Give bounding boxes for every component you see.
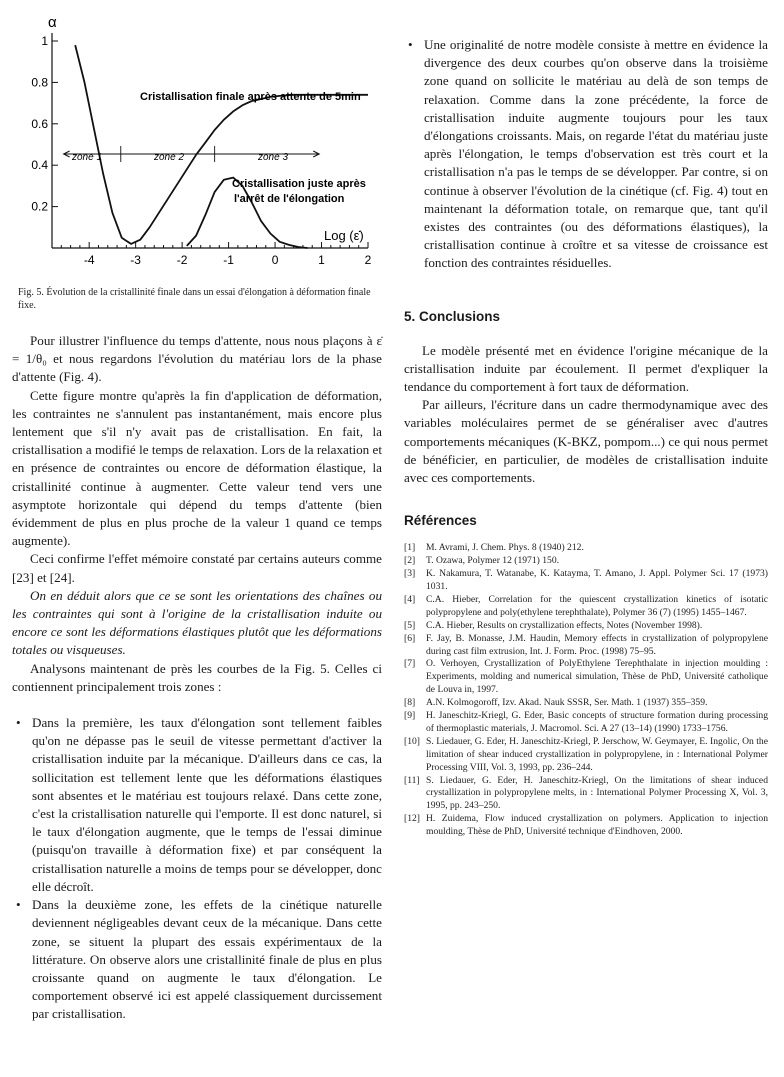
reference-text: C.A. Hieber, Results on crystallization effects, Notes (November 1998).: [426, 619, 703, 631]
chart-ticks: [31, 34, 371, 267]
figure-caption: Fig. 5. Évolution de la cristallinité finale dans un essai d'élongation à déformation finale fixe.: [18, 287, 371, 311]
left-column: [12, 8, 382, 1024]
reference-text: H. Janeschitz-Kriegl, G. Eder, Basic concepts of structure formation during processing of thermoplastic materials, J. Macromol. Sci. A 27 (13–14) (1990) 1733–1756.: [426, 710, 768, 734]
section-heading-references: Références: [404, 513, 477, 529]
y-tick-label: 0.2: [31, 199, 48, 214]
reference-text: K. Nakamura, T. Watanabe, K. Katayma, T. Amano, J. Appl. Polymer Sci. 17 (1973) 1031.: [426, 568, 768, 592]
bullet-item: [404, 36, 768, 273]
y-axis-symbol: α: [48, 14, 57, 31]
paragraph-italic: On en déduit alors que ce se sont les orientations des chaînes ou les contraintes qui sont à l'origine de la cristallisation induite ou encore ce sont les déformations élastiques plutôt que les déformations totales ou visqueuses.: [12, 587, 382, 658]
paragraph: Pour illustrer l'influence du temps d'attente, nous nous plaçons à ε̇ = 1/θ₀ et nous regardons l'évolution du matériau lors de la phase d'attente (Fig. 4).: [12, 333, 382, 385]
reference-item: [404, 568, 768, 594]
reference-text: H. Zuidema, Flow induced crystallization on polymers. Application to injection moulding, Thèse de PhD, Université technique d'Eindhoven, 2000.: [426, 813, 768, 838]
section-heading-conclusions: 5. Conclusions: [404, 308, 501, 324]
reference-text: C.A. Hieber, Correlation for the quiescent crystallization kinetics of isotatic polypropylene and poly(ethylene terephthalate), Polymer 36 (7) (1995) 1455–1467.: [426, 593, 768, 618]
reference-item: [404, 658, 768, 697]
reference-item: [404, 710, 768, 736]
series-line-1: [75, 45, 368, 244]
paragraph: Analysons maintenant de près les courbes de la Fig. 5. Celles ci contiennent principalement trois zones :: [12, 660, 382, 694]
conclusions-body: [404, 342, 768, 488]
paragraph: Ceci confirme l'effet mémoire constaté par certains auteurs comme [23] et [24].: [12, 551, 382, 585]
x-tick-label: -1: [223, 253, 234, 267]
x-tick-label: 1: [318, 253, 325, 267]
zone-3-label: zone 3: [258, 152, 289, 163]
bullet-text: Une originalité de notre modèle consiste à mettre en évidence la divergence des deux courbes qu'on observe dans la troisième zone quand on sollicite le matériau au delà de son temps de relaxation. Comme dans la zone précédente, la force de cristallisation induite augmente toujours pour les taux d'élongations croissants. Mais, on regarde l'état du matériau juste après l'élongation, le temps d'observation est très court et la cristallisation n'a pas le temps de se développer. Par contre, si on continue à observer l'évolution de la cinétique (cf. Fig. 4) tout en maintenant la déformation totale, on remarque que, tant qu'il existes des contraintes (ou des déformations élastiques), la cristallisation continue à croître et sa vitesse de croissance est fonction des contraintes résiduelles.: [424, 37, 768, 271]
paragraph: Cette figure montre qu'après la fin d'application de déformation, les contraintes ne s'annulent pas instantanément, mais encore plus lentement que s'il n'y avait pas de cristallisation. En fait, la cristallisation a modifié le temps de relaxation. Lors de la relaxation et en présence de contraintes ou encore de déformation élastique, la cristallinité continue à augmenter. Cette valeur tend vers une asymptote horizontale qui dépend du temps d'attente (bien évidemment de plus en plus proche de la valeur 1 quand ce temps augmente).: [12, 387, 382, 549]
reference-text: O. Verhoyen, Crystallization of PolyEthylene Terephthalate in injection moulding : Experiments, molding and numerical simulation, Thèse de PhD, Université catholique de Louva in, 1997.: [426, 658, 768, 696]
chart-curves: [75, 45, 368, 248]
reference-number: [8]: [404, 697, 416, 709]
reference-item: [404, 697, 768, 710]
chart-axes: [52, 33, 368, 248]
reference-text: M. Avrami, J. Chem. Phys. 8 (1940) 212.: [426, 542, 584, 554]
paragraph: Par ailleurs, l'écriture dans un cadre thermodynamique avec des variables moléculaires permet de se généraliser avec d'autres comportements mécaniques (K-BKZ, pompom...) ce qui nous permet de bénéficier, en particulier, de modèles de cristallisation induite avec ces comportements.: [404, 397, 768, 486]
reference-number: [2]: [404, 555, 416, 567]
reference-item: [404, 813, 768, 839]
annotation-final-crystallization: Cristallisation finale après attente de 5min: [140, 91, 361, 103]
y-tick-label: 0.8: [31, 75, 48, 90]
x-tick-label: -2: [176, 253, 188, 267]
reference-list: [404, 542, 768, 839]
x-tick-label: -3: [130, 253, 141, 267]
zone-bullet-list: [12, 714, 382, 1023]
reference-number: [9]: [404, 710, 416, 722]
reference-text: F. Jay, B. Monasse, J.M. Haudin, Memory effects in crystallization of polypropylene during cast film extrusion, Int. J. Form. Proc. (1998) 75–95.: [426, 632, 768, 657]
bullet-icon: •: [16, 715, 21, 731]
reference-number: [5]: [404, 619, 416, 631]
zone-2-label: zone 2: [154, 152, 185, 163]
reference-number: [12]: [404, 813, 420, 825]
reference-item: [404, 775, 768, 814]
reference-item: [404, 620, 768, 633]
reference-number: [11]: [404, 774, 420, 786]
reference-number: [3]: [404, 568, 416, 580]
figure-5-chart: [12, 8, 382, 278]
reference-number: [4]: [404, 593, 416, 605]
paragraph: Le modèle présenté met en évidence l'origine mécanique de la cristallisation induite par écoulement. Il permet d'expliquer la tendance du comportement à fort taux de déformation.: [404, 342, 768, 395]
reference-number: [7]: [404, 658, 416, 670]
zone-1-label: zone 1: [72, 152, 103, 163]
y-tick-label: 1: [41, 34, 48, 48]
left-body: [12, 332, 382, 1024]
reference-item: [404, 633, 768, 659]
right-bullet-list: [404, 36, 768, 273]
y-tick-label: 0.6: [31, 116, 48, 131]
reference-item: [404, 555, 768, 568]
reference-item: [404, 594, 768, 620]
x-tick-label: 0: [271, 253, 279, 267]
reference-number: [1]: [404, 542, 416, 554]
bullet-icon: •: [16, 897, 21, 913]
annotation-just-after-2: l'arrêt de l'élongation: [234, 193, 345, 205]
reference-item: [404, 542, 768, 555]
reference-number: [10]: [404, 735, 420, 747]
bullet-item: [12, 896, 382, 1023]
reference-text: S. Liedauer, G. Eder, H. Janeschitz-Kriegl, On the limitations of shear induced crystallization in polypropylene melts, in : International Polymer Processing X, Vol. 3, 1995, pp. 243–250.: [426, 774, 768, 812]
reference-item: [404, 736, 768, 775]
bullet-icon: •: [408, 37, 413, 52]
bullet-text: Dans la première, les taux d'élongation sont tellement faibles qu'on ne dépasse pas le seuil de vitesse permettant d'activer la cristallisation induite par la mécanique. D'ailleurs dans ce cas, la sollicitation est tellement lente que les déformations élastiques sont absentes et le matériau est toujours relaxé. Dans cette zone, c'est la cristallisation naturelle qui l'emporte. Il est donc naturel, si le taux d'élongation augmente, que le temps de l'essai diminue (puisqu'on travaille à déformation fixe) et par conséquent la cristallisation naturelle a moins de temps pour se développer, donc elle décroît.: [32, 715, 382, 894]
bullet-text: Dans la deuxième zone, les effets de la cinétique naturelle deviennent négligeables devant ceux de la mécanique. Dans cette zone, se situent la plupart des essais expérimentaux de la littérature. On observe alors une cristallinité finale de plus en plus croissante quand on augmente le taux d'élongation. Le comportement observé ici est appelé classiquement durcissement par cristallisation.: [32, 897, 382, 1022]
reference-text: S. Liedauer, G. Eder, H. Janeschitz-Kriegl, P. Jerschow, W. Geymayer, E. Ingolic, On the limitation of shear induced crystallization in polypropylene, in : International Polymer Processing VIII, Vol. 3, 1993, pp. 236–244.: [426, 735, 768, 773]
x-tick-label: 2: [364, 253, 372, 267]
reference-text: T. Ozawa, Polymer 12 (1971) 150.: [426, 555, 560, 567]
right-column: [404, 8, 768, 839]
x-tick-label: -4: [83, 253, 95, 267]
chart-annotations: [48, 14, 366, 243]
bullet-item: [12, 714, 382, 896]
reference-text: A.N. Kolmogoroff, Izv. Akad. Nauk SSSR, Ser. Math. 1 (1937) 355–359.: [426, 697, 708, 709]
annotation-just-after-1: Cristallisation juste après: [232, 178, 366, 190]
y-tick-label: 0.4: [31, 158, 48, 173]
reference-number: [6]: [404, 632, 416, 644]
x-axis-label: Log (ε̇): [324, 228, 364, 243]
